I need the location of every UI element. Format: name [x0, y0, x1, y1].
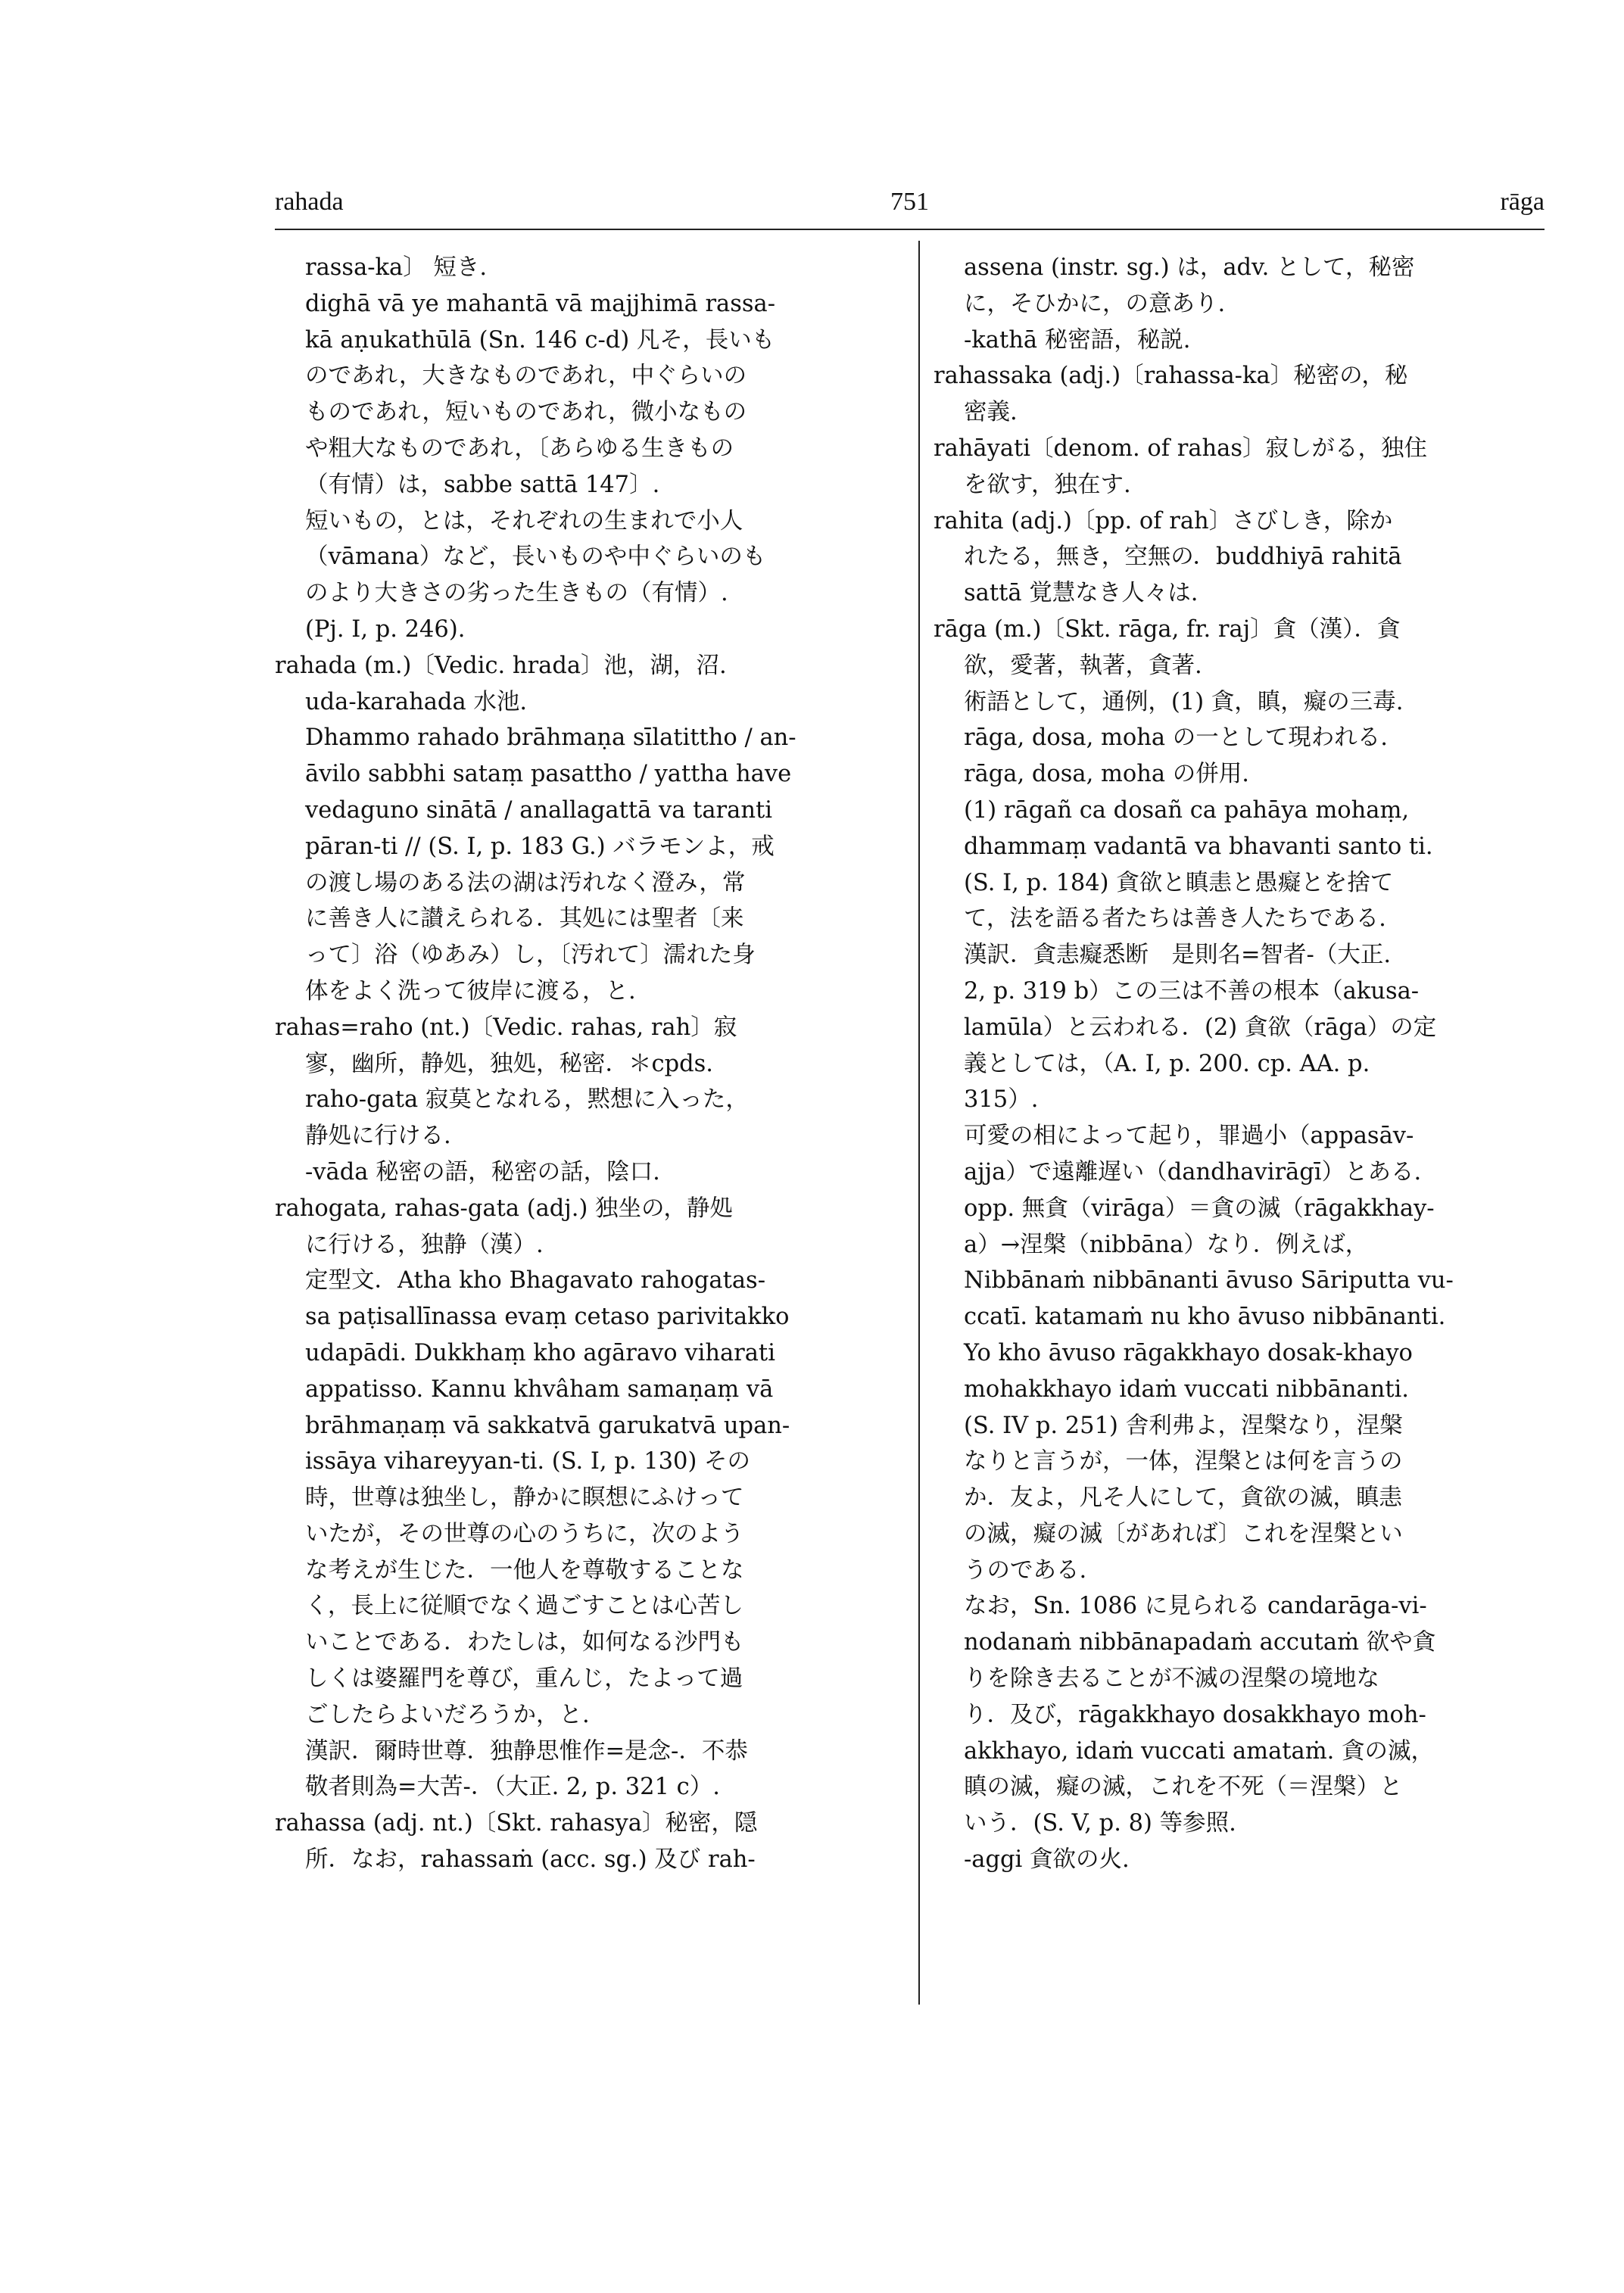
- entry-headword-line: rahogata, rahas-gata (adj.) 独坐の，静処: [275, 1195, 733, 1222]
- dictionary-line: いう．(S. V, p. 8) 等参照.: [964, 1810, 1236, 1837]
- dictionary-line: ajja）で遠離遅い（dandhavirāgī）とある.: [964, 1158, 1422, 1185]
- page-number: 751: [890, 188, 929, 216]
- entry-headword-line: rahas=raho (nt.)〔Vedic. rahas, rah〕寂: [275, 1014, 737, 1041]
- dictionary-line: mohakkhayo idaṁ vuccati nibbānanti.: [964, 1375, 1410, 1403]
- dictionary-line: を欲す，独在す.: [964, 471, 1131, 498]
- dictionary-line: （有情）は，sabbe sattā 147〕.: [305, 471, 660, 498]
- running-header: [275, 188, 1545, 226]
- right-column: [934, 250, 1545, 1878]
- dictionary-line: いことである．わたしは，如何なる沙門も: [305, 1629, 744, 1656]
- dictionary-line: ものであれ，短いものであれ，微小なもの: [305, 399, 747, 426]
- dictionary-line: āvilo sabbhi sataṃ pasattho / yattha have: [305, 761, 792, 788]
- dictionary-line: 漢訳．爾時世尊．独静思惟作=是念-．不恭: [305, 1737, 748, 1765]
- dictionary-line: に善き人に讃えられる．其処には聖者〔来: [305, 905, 744, 933]
- dictionary-line: か．友よ，凡そ人にして，貪欲の滅，瞋恚: [964, 1485, 1402, 1512]
- dictionary-line: 体をよく洗って彼岸に渡る，と.: [305, 977, 636, 1005]
- dictionary-line: 短いもの，とは，それぞれの生まれで小人: [305, 507, 743, 534]
- dictionary-line: なりと言うが，一体，涅槃とは何を言うの: [964, 1448, 1403, 1475]
- dictionary-line: assena (instr. sg.) は，adv. として，秘密: [964, 254, 1415, 281]
- dictionary-line: の渡し場のある法の湖は汚れなく澄み，常: [305, 869, 746, 896]
- dictionary-line: 静処に行ける.: [305, 1123, 451, 1150]
- dictionary-line: raho-gata 寂莫となれる，黙想に入った，: [305, 1086, 749, 1114]
- dictionary-line: kā aṇukathūlā (Sn. 146 c-d) 凡そ，長いも: [305, 326, 775, 354]
- dictionary-line: って〕浴（ゆあみ）し，〔汚れて〕濡れた身: [305, 942, 756, 969]
- dictionary-line: に，そひかに，の意あり.: [964, 290, 1226, 317]
- dictionary-line: nodanaṁ nibbānapadaṁ accutaṁ 欲や貪: [964, 1629, 1436, 1656]
- dictionary-line: 寥，幽所，静処，独処，秘密．＊cpds.: [305, 1050, 713, 1077]
- header-rule: [275, 229, 1545, 230]
- dictionary-line: れたる，無き，空無の．buddhiyā rahitā: [964, 544, 1402, 571]
- dictionary-line: ccatī. katamaṁ nu kho āvuso nibbānanti.: [964, 1304, 1446, 1331]
- dictionary-line: 術語として，通例，(1) 貪，瞋，癡の三毒.: [964, 688, 1404, 715]
- entry-headword-line: rahāyati〔denom. of rahas〕寂しがる，独住: [934, 435, 1427, 462]
- dictionary-line: りを除き去ることが不滅の涅槃の境地な: [964, 1665, 1379, 1693]
- dictionary-line: しくは婆羅門を尊び，重んじ，たよって過: [305, 1665, 743, 1693]
- dictionary-line: (S. I, p. 184) 貪欲と瞋恚と愚癡とを捨て: [964, 869, 1394, 896]
- entry-headword-line: rāga (m.)〔Skt. rāga, fr. raj〕貪（漢）．貪: [934, 615, 1401, 643]
- dictionary-line: -kathā 秘密語，秘説.: [964, 326, 1191, 354]
- dictionary-line: や粗大なものであれ，〔あらゆる生きもの: [305, 435, 734, 462]
- dictionary-line: なお，Sn. 1086 に見られる candarāga-vi-: [964, 1593, 1427, 1620]
- dictionary-line: rassa-ka〕 短き.: [305, 254, 488, 281]
- dictionary-line: うのである.: [964, 1556, 1087, 1584]
- dictionary-line: て，法を語る者たちは善き人たちである.: [964, 905, 1386, 933]
- dictionary-line: pāran-ti // (S. I, p. 183 G.) バラモンよ，戒: [305, 833, 775, 860]
- dictionary-line: appatisso. Kannu khvâham samaṇaṃ vā: [305, 1375, 774, 1403]
- dictionary-line: 瞋の滅，癡の滅，これを不死（＝涅槃）と: [964, 1774, 1403, 1801]
- dictionary-line: のより大きさの劣った生きもの（有情）.: [305, 580, 728, 607]
- dictionary-line: （vāmana）など，長いものや中ぐらいのも: [305, 544, 766, 571]
- dictionary-line: (Pj. I, p. 246).: [305, 615, 466, 643]
- dictionary-line: -aggi 貪欲の火.: [964, 1846, 1130, 1874]
- dictionary-line: 所．なお，rahassaṁ (acc. sg.) 及び rah-: [305, 1846, 756, 1874]
- header-right-guide-word: rāga: [1500, 188, 1545, 216]
- dictionary-line: vedaguno sinātā / anallagattā va taranti: [305, 796, 772, 824]
- dictionary-line: akkhayo, idaṁ vuccati amataṁ. 貪の滅，: [964, 1737, 1435, 1765]
- entry-headword-line: rahassaka (adj.)〔rahassa-ka〕秘密の，秘: [934, 363, 1408, 390]
- dictionary-line: rāga, dosa, moha の併用.: [964, 761, 1249, 788]
- dictionary-line: のであれ，大きなものであれ，中ぐらいの: [305, 363, 747, 390]
- dictionary-line: り．及び，rāgakkhayo dosakkhayo moh-: [964, 1701, 1426, 1728]
- header-left-guide-word: rahada: [275, 188, 344, 216]
- dictionary-line: lamūla）と云われる．(2) 貪欲（rāga）の定: [964, 1014, 1437, 1041]
- dictionary-line: く，長上に従順でなく過ごすことは心苦し: [305, 1593, 743, 1620]
- dictionary-line: 時，世尊は独坐し，静かに瞑想にふけって: [305, 1485, 744, 1512]
- dictionary-line: Nibbānaṁ nibbānanti āvuso Sāriputta vu-: [964, 1267, 1454, 1294]
- dictionary-line: rāga, dosa, moha の一として現われる.: [964, 724, 1388, 752]
- dictionary-line: (S. IV p. 251) 舎利弗よ，涅槃なり，涅槃: [964, 1412, 1403, 1439]
- dictionary-line: の滅，癡の滅〔があれば〕これを涅槃とい: [964, 1520, 1403, 1547]
- dictionary-line: uda-karahada 水池.: [305, 688, 528, 715]
- dictionary-line: brāhmaṇaṃ vā sakkatvā garukatvā upan-: [305, 1412, 790, 1439]
- dictionary-line: に行ける，独静（漢）.: [305, 1231, 544, 1258]
- dictionary-line: dhammaṃ vadantā va bhavanti santo ti.: [964, 833, 1433, 860]
- dictionary-line: 漢訳．貪恚癡悉断 是則名=智者-（大正.: [964, 942, 1392, 969]
- dictionary-line: opp. 無貪（virāga）＝貪の滅（rāgakkhay-: [964, 1195, 1435, 1222]
- dictionary-line: dighā vā ye mahantā vā majjhimā rassa-: [305, 290, 776, 317]
- dictionary-line: 315）.: [964, 1086, 1039, 1114]
- entry-headword-line: rahada (m.)〔Vedic. hrada〕池，湖，沼.: [275, 652, 727, 679]
- dictionary-line: 可愛の相によって起り，罪過小（appasāv-: [964, 1123, 1414, 1150]
- dictionary-line: 定型文．Atha kho Bhagavato rahogatas-: [305, 1267, 766, 1294]
- dictionary-line: (1) rāgañ ca dosañ ca pahāya mohaṃ,: [964, 796, 1410, 824]
- dictionary-line: udapādi. Dukkhaṃ kho agāravo viharati: [305, 1339, 775, 1366]
- entry-headword-line: rahita (adj.)〔pp. of rah〕さびしき，除か: [934, 507, 1393, 534]
- dictionary-line: いたが，その世尊の心のうちに，次のよう: [305, 1520, 744, 1547]
- dictionary-line: sattā 覚慧なき人々は.: [964, 580, 1199, 607]
- dictionary-line: Yo kho āvuso rāgakkhayo dosak-khayo: [964, 1339, 1413, 1366]
- dictionary-line: な考えが生じた．一他人を尊敬することな: [305, 1556, 744, 1584]
- dictionary-line: Dhammo rahado brāhmaṇa sīlatittho / an-: [305, 724, 796, 752]
- dictionary-line: 密義.: [964, 399, 1018, 426]
- dictionary-line: issāya vihareyyan-ti. (S. I, p. 130) その: [305, 1448, 751, 1475]
- dictionary-line: 欲，愛著，執著，貪著.: [964, 652, 1202, 679]
- entry-headword-line: rahassa (adj. nt.)〔Skt. rahasya〕秘密，隠: [275, 1810, 758, 1837]
- dictionary-line: 2, p. 319 b）この三は不善の根本（akusa-: [964, 977, 1420, 1005]
- dictionary-line: 義としては，（A. I, p. 200. cp. AA. p.: [964, 1050, 1370, 1077]
- left-column: [275, 250, 881, 1878]
- dictionary-line: 敬者則為=大苦-．（大正. 2, p. 321 c）.: [305, 1774, 720, 1801]
- column-divider: [918, 241, 920, 2005]
- dictionary-line: sa paṭisallīnassa evaṃ cetaso parivitakko: [305, 1304, 790, 1331]
- dictionary-line: a）→涅槃（nibbāna）なり．例えば，: [964, 1231, 1369, 1258]
- dictionary-line: -vāda 秘密の語，秘密の話，陰口.: [305, 1158, 660, 1185]
- dictionary-line: ごしたらよいだろうか，と.: [305, 1701, 590, 1728]
